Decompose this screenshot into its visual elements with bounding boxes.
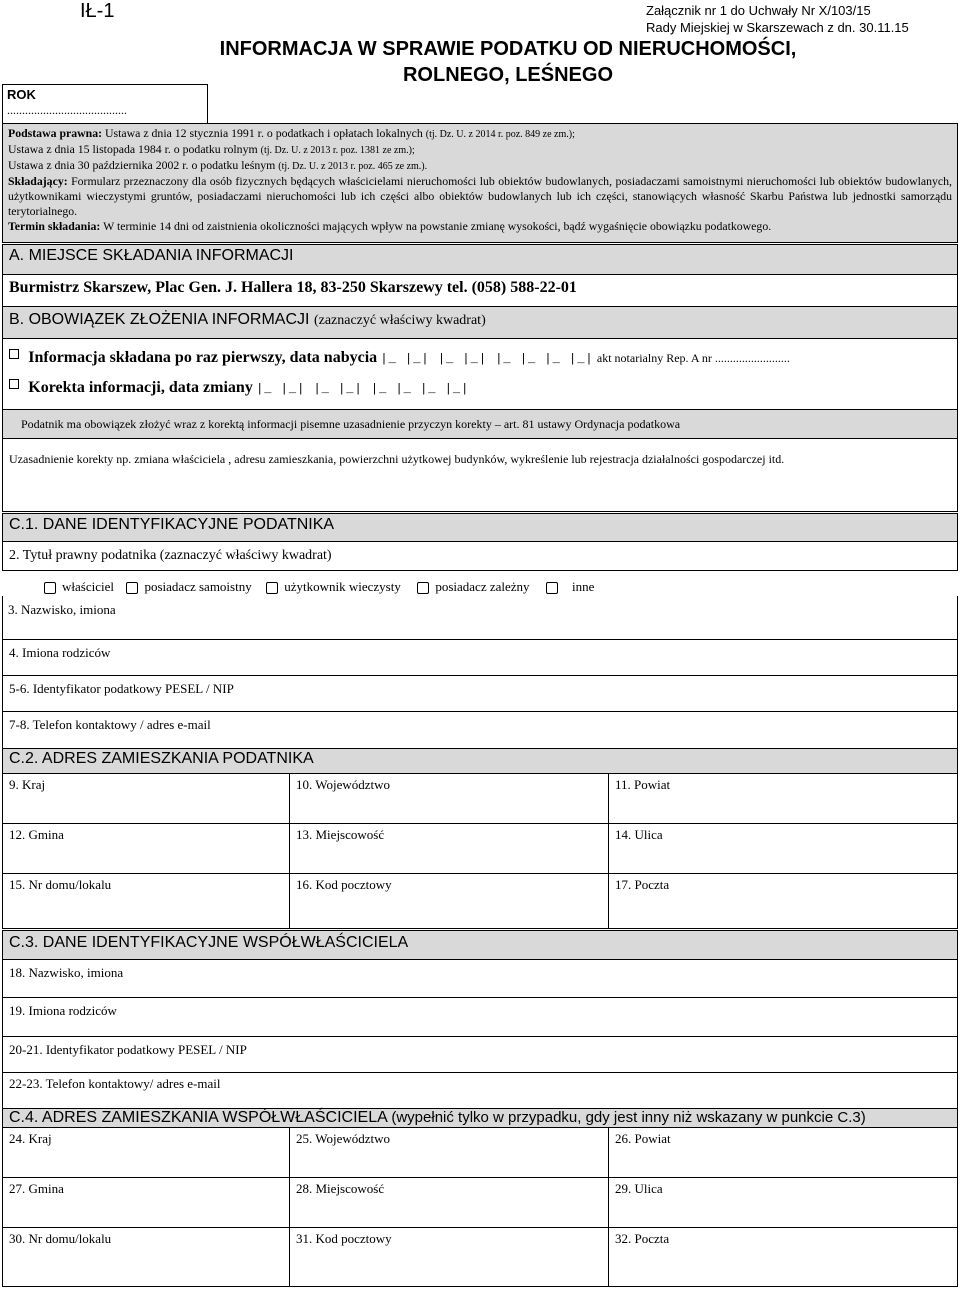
- co-owner-street-label: 29. Ulica: [615, 1181, 663, 1196]
- co-owner-post-office-field[interactable]: [608, 1227, 958, 1287]
- co-owner-postal-code-field[interactable]: [289, 1227, 609, 1287]
- section-b-options: [2, 338, 958, 410]
- co-owner-parents-field[interactable]: [2, 997, 958, 1037]
- section-b-header: [2, 306, 958, 339]
- owner-checkbox[interactable]: [44, 582, 56, 594]
- other-label: inne: [572, 579, 595, 594]
- section-c3-title: C.3. DANE IDENTYFIKACYJNE WSPÓŁWŁAŚCICIELA: [9, 934, 409, 951]
- country-label: 9. Kraj: [9, 777, 46, 792]
- county-field[interactable]: [608, 773, 958, 824]
- phone-email-label: 7-8. Telefon kontaktowy / adres e-mail: [9, 717, 211, 732]
- tax-id-field[interactable]: [2, 675, 958, 712]
- correction-note: Podatnik ma obowiązek złożyć wraz z korektą informacji pisemne uzasadnienie przyczyn korekty – art. 81 ustawy Ordynacja podatkowa: [21, 417, 681, 431]
- office-address: Burmistrz Skarszew, Plac Gen. J. Hallera 18, 83-250 Skarszewy tel. (058) 588-22-01: [9, 279, 577, 296]
- correction-label: Korekta informacji, data zmiany: [28, 379, 253, 396]
- co-owner-phone-email-field[interactable]: [2, 1072, 958, 1109]
- correction-justification-label: Uzasadnienie korekty np. zmiana właściciela , adresu zamieszkania, powierzchni użytkowej budynków, wykreślenie lub rejestracja działalności gospodarczej itd.: [9, 452, 785, 466]
- locality-field[interactable]: [289, 823, 609, 874]
- tax-id-label: 5-6. Identyfikator podatkowy PESEL / NIP: [9, 681, 234, 696]
- first-submission-label: Informacja składana po raz pierwszy, data nabycia: [28, 349, 378, 366]
- municipality-field[interactable]: [2, 823, 290, 874]
- change-date-slots[interactable]: |_ |_| |_ |_| |_ |_ |_ |_|: [256, 382, 470, 397]
- section-c4-title: C.4. ADRES ZAMIESZKANIA WSPÓŁWŁAŚCICIELA: [9, 1109, 387, 1126]
- year-field[interactable]: [2, 84, 208, 124]
- co-owner-tax-id-label: 20-21. Identyfikator podatkowy PESEL / NIP: [9, 1042, 247, 1057]
- year-dots: ........................................: [7, 103, 127, 117]
- dependent-possessor-label: posiadacz zależny: [435, 579, 530, 594]
- attachment-line-1: Załącznik nr 1 do Uchwały Nr X/103/15: [646, 3, 871, 18]
- co-owner-surname-field[interactable]: [2, 959, 958, 998]
- section-c4-note: (wypełnić tylko w przypadku, gdy jest inny niż wskazany w punkcie C.3): [391, 1109, 866, 1126]
- co-owner-county-label: 26. Powiat: [615, 1131, 671, 1146]
- co-owner-locality-field[interactable]: [289, 1177, 609, 1228]
- postal-code-label: 16. Kod pocztowy: [296, 877, 392, 892]
- section-b-note: (zaznaczyć właściwy kwadrat): [313, 313, 486, 328]
- deadline-label: Termin składania:: [8, 219, 101, 233]
- legal-title-field: [2, 541, 958, 571]
- legal-basis-label: Podstawa prawna:: [8, 126, 103, 140]
- form-title-line-1: INFORMACJA W SPRAWIE PODATKU OD NIERUCHOMOŚCI,: [219, 38, 797, 60]
- correction-justification-field[interactable]: [2, 438, 958, 512]
- other-checkbox[interactable]: [546, 582, 558, 594]
- dependent-possessor-checkbox[interactable]: [417, 582, 429, 594]
- section-c2-header: [2, 748, 958, 774]
- co-owner-street-field[interactable]: [608, 1177, 958, 1228]
- voivodeship-field[interactable]: [289, 773, 609, 824]
- section-c2-title: C.2. ADRES ZAMIESZKANIA PODATNIKA: [9, 750, 314, 767]
- post-office-field[interactable]: [608, 873, 958, 929]
- co-owner-county-field[interactable]: [608, 1127, 958, 1178]
- surname-label: 3. Nazwisko, imiona: [8, 602, 116, 617]
- co-owner-municipality-label: 27. Gmina: [9, 1181, 64, 1196]
- co-owner-surname-label: 18. Nazwisko, imiona: [9, 965, 124, 980]
- notarial-deed-note: akt notarialny Rep. A nr .........................: [596, 351, 790, 365]
- independent-possessor-label: posiadacz samoistny: [144, 579, 252, 594]
- co-owner-postal-code-label: 31. Kod pocztowy: [296, 1231, 392, 1246]
- locality-label: 13. Miejscowość: [296, 827, 385, 842]
- owner-label: właściciel: [62, 579, 114, 594]
- legal-line-2-ref: (tj. Dz. U. z 2013 r. poz. 1381 ze zm.);: [260, 145, 415, 156]
- legal-basis-box: [2, 123, 958, 243]
- legal-title-options: [44, 579, 594, 595]
- perpetual-user-checkbox[interactable]: [266, 582, 278, 594]
- co-owner-country-label: 24. Kraj: [9, 1131, 52, 1146]
- house-number-label: 15. Nr domu/lokalu: [9, 877, 112, 892]
- acquisition-date-slots[interactable]: |_ |_| |_ |_| |_ |_ |_ |_|: [380, 352, 594, 367]
- independent-possessor-checkbox[interactable]: [126, 582, 138, 594]
- section-c1-title: C.1. DANE IDENTYFIKACYJNE PODATNIKA: [9, 516, 335, 533]
- deadline-text: W terminie 14 dni od zaistnienia okoliczności mających wpływ na powstanie zmianę wysokości, bądź wygaśnięcie obowiązku podatkowego.: [103, 219, 772, 233]
- co-owner-country-field[interactable]: [2, 1127, 290, 1178]
- submitter-text: Formularz przeznaczony dla osób fizycznych będących właścicielami nieruchomości lub obiektów budowlanych, posiadaczami samoistnymi nieruchomości lub obiektów budowlanych, użytkownikami wieczystymi gruntów, posiadaczami nieruchomości lub ich części albo obiektów budowlanych lub ich części, stanowiących własność Skarbu Państwa lub jednostki samorządu terytorialnego.: [8, 174, 952, 218]
- street-label: 14. Ulica: [615, 827, 663, 842]
- legal-line-2: Ustawa z dnia 15 listopada 1984 r. o podatku rolnym: [8, 142, 258, 156]
- section-b-title: B. OBOWIĄZEK ZŁOŻENIA INFORMACJI: [9, 311, 310, 328]
- legal-basis-text: Ustawa z dnia 12 stycznia 1991 r. o podatkach i opłatach lokalnych: [105, 126, 423, 140]
- co-owner-parents-label: 19. Imiona rodziców: [9, 1003, 117, 1018]
- co-owner-voivodeship-label: 25. Województwo: [296, 1131, 391, 1146]
- parents-names-field[interactable]: [2, 639, 958, 676]
- legal-title-label: 2. Tytuł prawny podatnika (zaznaczyć właściwy kwadrat): [9, 548, 332, 563]
- co-owner-post-office-label: 32. Poczta: [615, 1231, 670, 1246]
- attachment-line-2: Rady Miejskiej w Skarszewach z dn. 30.11.15: [646, 20, 909, 35]
- co-owner-house-number-field[interactable]: [2, 1227, 290, 1287]
- form-code: IŁ-1: [80, 0, 115, 22]
- postal-code-field[interactable]: [289, 873, 609, 929]
- co-owner-voivodeship-field[interactable]: [289, 1127, 609, 1178]
- attachment-note: [646, 2, 909, 36]
- first-submission-row: [9, 349, 951, 379]
- co-owner-phone-email-label: 22-23. Telefon kontaktowy/ adres e-mail: [9, 1076, 221, 1091]
- correction-row: [9, 379, 951, 397]
- municipality-label: 12. Gmina: [9, 827, 64, 842]
- perpetual-user-label: użytkownik wieczysty: [284, 579, 401, 594]
- form-title: [188, 36, 828, 88]
- legal-line-3: Ustawa z dnia 30 października 2002 r. o podatku leśnym: [8, 158, 276, 172]
- correction-note-box: [2, 409, 958, 439]
- post-office-label: 17. Poczta: [615, 877, 670, 892]
- surname-field[interactable]: [2, 596, 958, 640]
- parents-names-label: 4. Imiona rodziców: [9, 645, 111, 660]
- section-a-header: [2, 244, 958, 275]
- phone-email-field[interactable]: [2, 711, 958, 749]
- co-owner-tax-id-field[interactable]: [2, 1036, 958, 1073]
- year-label: ROK: [7, 87, 36, 102]
- co-owner-municipality-field[interactable]: [2, 1177, 290, 1228]
- house-number-field[interactable]: [2, 873, 290, 929]
- co-owner-house-number-label: 30. Nr domu/lokalu: [9, 1231, 112, 1246]
- country-field[interactable]: [2, 773, 290, 824]
- voivodeship-label: 10. Województwo: [296, 777, 391, 792]
- section-a-title: A. MIEJSCE SKŁADANIA INFORMACJI: [9, 247, 294, 264]
- co-owner-locality-label: 28. Miejscowość: [296, 1181, 385, 1196]
- section-c3-header: [2, 930, 958, 960]
- section-c1-header: [2, 513, 958, 542]
- form-title-line-2: ROLNEGO, LEŚNEGO: [402, 64, 614, 86]
- county-label: 11. Powiat: [615, 777, 671, 792]
- legal-basis-ref: (tj. Dz. U. z 2014 r. poz. 849 ze zm.);: [425, 129, 575, 140]
- submitter-label: Składający:: [8, 174, 68, 188]
- legal-line-3-ref: (tj. Dz. U. z 2013 r. poz. 465 ze zm.).: [278, 161, 428, 172]
- first-submission-checkbox[interactable]: [9, 349, 19, 359]
- correction-checkbox[interactable]: [9, 379, 19, 389]
- street-field[interactable]: [608, 823, 958, 874]
- section-a-address-box: [2, 274, 958, 307]
